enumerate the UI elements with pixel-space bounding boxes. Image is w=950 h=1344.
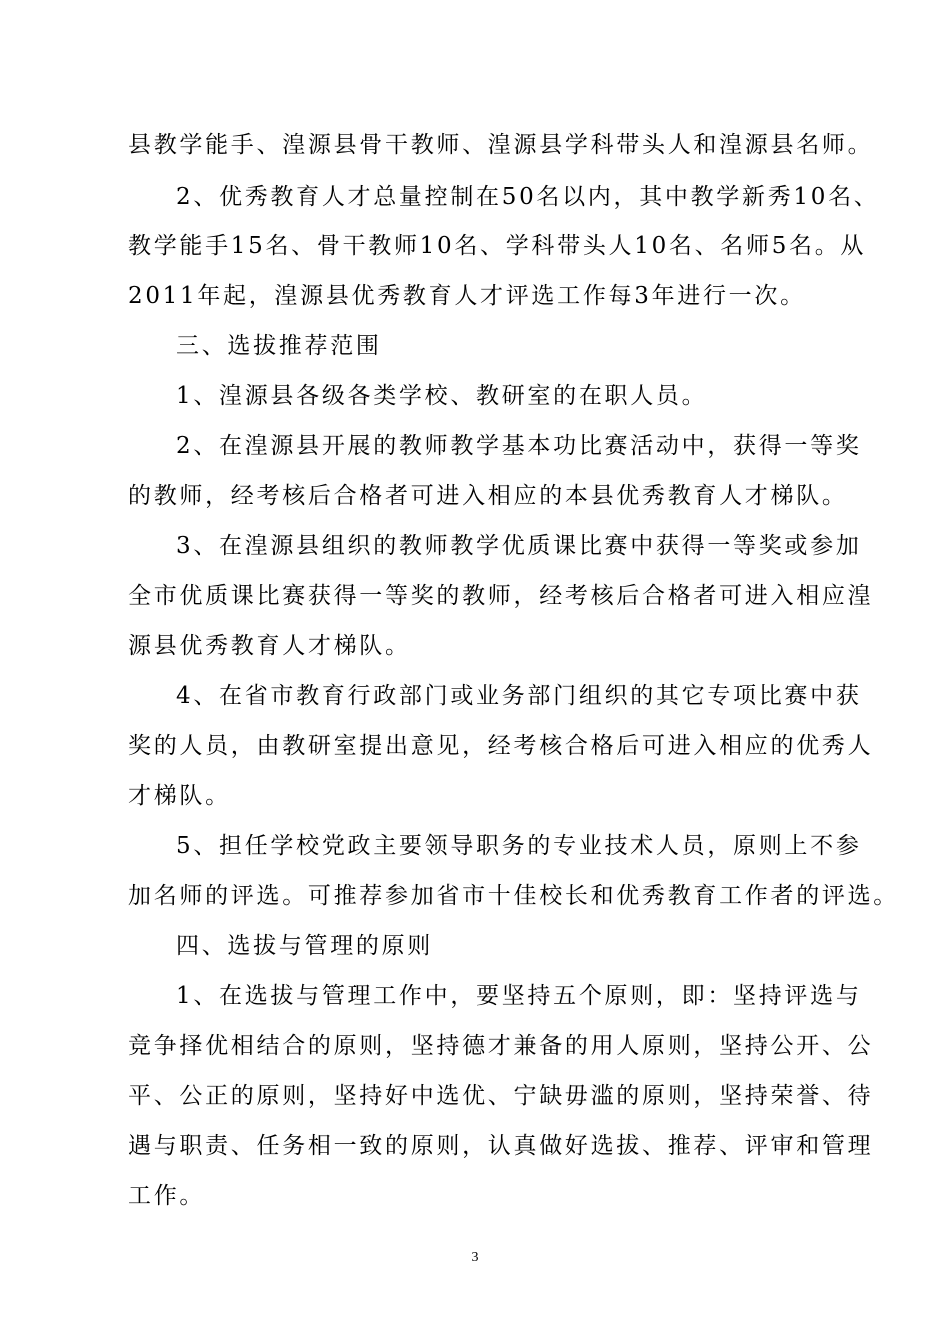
body-text-line: 的教师，经考核后合格者可进入相应的本县优秀教育人才梯队。 [128, 483, 848, 509]
body-text-line: 县教学能手、湟源县骨干教师、湟源县学科带头人和湟源县名师。 [128, 132, 874, 158]
section-heading: 四、选拔与管理的原则 [176, 933, 433, 959]
body-text-line: 1、在选拔与管理工作中，要坚持五个原则，即：坚持评选与 [176, 983, 862, 1009]
body-text-line: 1、湟源县各级各类学校、教研室的在职人员。 [176, 383, 708, 409]
body-text-line: 加名师的评选。可推荐参加省市十佳校长和优秀教育工作者的评选。 [128, 883, 899, 909]
body-text-line: 2、在湟源县开展的教师教学基本功比赛活动中，获得一等奖 [176, 433, 862, 459]
body-text-line: 2、优秀教育人才总量控制在50名以内，其中教学新秀10名、 [176, 184, 880, 210]
body-text-line: 平、公正的原则，坚持好中选优、宁缺毋滥的原则，坚持荣誉、待 [128, 1083, 874, 1109]
body-text-line: 工作。 [128, 1183, 206, 1209]
body-text-line: 3、在湟源县组织的教师教学优质课比赛中获得一等奖或参加 [176, 533, 862, 559]
body-text-line: 教学能手15名、骨干教师10名、学科带头人10名、名师5名。从 [128, 233, 867, 259]
body-text-line: 4、在省市教育行政部门或业务部门组织的其它专项比赛中获 [176, 683, 862, 709]
body-text-line: 源县优秀教育人才梯队。 [128, 633, 411, 659]
body-text-line: 才梯队。 [128, 783, 231, 809]
body-text-line: 全市优质课比赛获得一等奖的教师，经考核后合格者可进入相应湟 [128, 583, 874, 609]
section-heading: 三、选拔推荐范围 [176, 333, 382, 359]
body-text-line: 5、担任学校党政主要领导职务的专业技术人员，原则上不参 [176, 833, 862, 859]
body-text-line: 竞争择优相结合的原则，坚持德才兼备的用人原则，坚持公开、公 [128, 1033, 874, 1059]
page-number: 3 [471, 1250, 479, 1265]
body-text-line: 奖的人员，由教研室提出意见，经考核合格后可进入相应的优秀人 [128, 733, 874, 759]
body-text-line: 遇与职责、任务相一致的原则，认真做好选拔、推荐、评审和管理 [128, 1133, 874, 1159]
body-text-line: 2011年起，湟源县优秀教育人才评选工作每3年进行一次。 [128, 283, 806, 309]
